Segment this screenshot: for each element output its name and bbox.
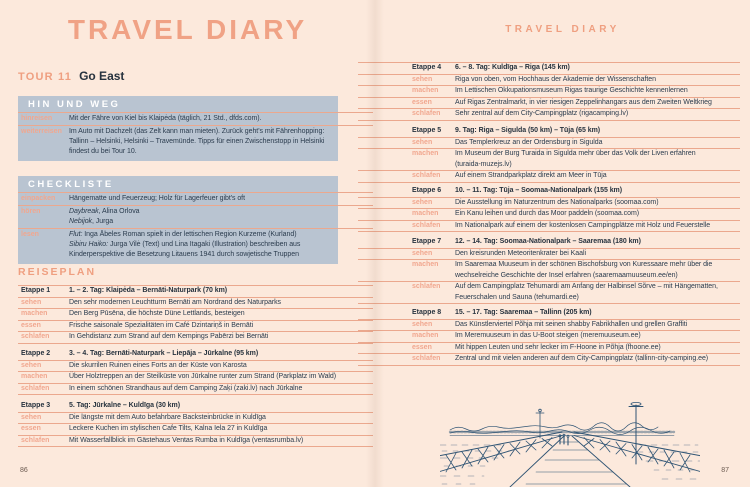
text-line — [455, 138, 602, 149]
table-row — [18, 436, 373, 448]
row-text — [69, 349, 258, 360]
row-text — [455, 149, 696, 170]
text-line — [69, 372, 336, 383]
text-segment: 9. Tag: Riga – Sigulda (50 km) – Tūja (65 km) — [455, 127, 601, 134]
tour-number-label: TOUR 11 — [18, 71, 73, 83]
table-row — [18, 126, 373, 161]
row-label: sehen — [412, 320, 433, 328]
row-label: schlafen — [412, 172, 441, 179]
text-line — [455, 109, 628, 120]
text-segment: Riga von oben, vom Hochhaus der Akademie der Wissenschaften — [455, 75, 656, 83]
table-row — [18, 286, 373, 298]
text-segment: findest du bei Tour 10. — [69, 148, 137, 155]
table-row — [358, 354, 740, 366]
table-row — [358, 109, 740, 121]
text-segment: Die Ausstellung im Naturzentrum des Nationalparks (soomaa.com) — [455, 198, 659, 206]
text-line — [455, 209, 639, 220]
row-text — [69, 413, 266, 424]
text-line — [455, 126, 600, 137]
row-label: schlafen — [412, 221, 441, 229]
text-segment: Auf einem Strandparkplatz direkt am Meer in Tūja — [455, 172, 607, 179]
running-header: TRAVEL DIARY — [505, 24, 620, 35]
table-row — [18, 332, 373, 344]
row-label: machen — [21, 373, 48, 380]
text-segment: Zentral und mit vielen anderen auf dem City-Campingplatz (tallinn-city-camping.ee) — [455, 355, 709, 362]
row-label: essen — [412, 98, 432, 106]
text-line — [69, 309, 245, 320]
text-line — [455, 282, 718, 293]
row-label: sehen — [412, 198, 433, 206]
text-segment: Den sehr modernen Leuchtturm Bernāti am Nordrand des Naturparks — [69, 298, 282, 306]
row-text — [69, 127, 324, 157]
text-line — [69, 436, 303, 447]
text-line — [455, 221, 710, 232]
table-row — [358, 63, 740, 75]
text-segment: 6. – 8. Tag: Kuldīga – Riga (145 km) — [455, 64, 570, 71]
text-line — [69, 361, 247, 372]
row-text — [455, 320, 687, 331]
text-line — [69, 250, 300, 260]
text-segment: Das Künstlerviertel Põhja mit seinen shabby Fabrikhallen und grellen Graffiti — [455, 320, 688, 328]
text-segment: Die längste mit dem Auto befahrbare Backsteinbrücke in Kuldīga — [69, 413, 266, 421]
row-text — [455, 109, 628, 120]
table-row — [358, 149, 740, 171]
text-segment: Mit Wasserfallblick im Gästehaus Ventas Rumba in Kuldīga (ventasrumba.lv) — [69, 436, 304, 444]
page-number-left: 86 — [20, 467, 28, 474]
text-line — [69, 114, 261, 124]
text-segment: Im Lettischen Okkupationsmuseum Rigas traurige Geschichte kennenlernen — [455, 87, 688, 94]
row-label: Etappe 1 — [21, 287, 51, 294]
text-segment: Mit hippen Leuten und sehr lecker im F-Hoone in Põhja (fhoone.ee) — [455, 343, 661, 351]
row-text — [69, 361, 247, 372]
row-text — [69, 321, 253, 332]
row-label: weiterreisen — [21, 128, 62, 135]
text-segment: Ein Kanu leihen und durch das Moor paddeln (soomaa.com) — [455, 210, 640, 217]
table-row — [358, 186, 740, 198]
table-row — [358, 98, 740, 110]
text-segment: Sehr zentral auf dem City-Campingplatz (rigacamping.lv) — [455, 110, 629, 117]
row-text — [455, 237, 641, 248]
text-line — [455, 320, 687, 331]
row-label: sehen — [412, 249, 433, 257]
table-row — [18, 309, 373, 321]
row-label: machen — [412, 210, 439, 217]
table-row — [358, 237, 740, 249]
text-segment: Kinderperspektive die Besetzung Litauens 1941 durch sowjetische Truppen — [69, 251, 299, 258]
text-segment: Frische saisonale Spezialitäten im Café Dzintariņš in Bernāti — [69, 321, 254, 329]
row-label: machen — [412, 150, 439, 157]
section-header: HIN UND WEG — [18, 96, 373, 113]
etappe-block-5 — [358, 126, 740, 183]
row-label: Etappe 6 — [412, 187, 442, 194]
table-row — [358, 209, 740, 221]
row-text — [455, 331, 641, 342]
text-line — [455, 86, 688, 97]
text-line — [455, 331, 641, 342]
row-label: hören — [21, 208, 41, 215]
row-label: machen — [21, 310, 48, 317]
row-label: essen — [21, 321, 41, 329]
row-label: schlafen — [21, 384, 50, 392]
section-header: CHECKLISTE — [18, 176, 373, 193]
text-line — [455, 271, 712, 282]
text-segment: Hängematte und Feuerzeug; Holz für Lagerfeuer gibt's oft — [69, 195, 245, 202]
table-row — [358, 320, 740, 332]
text-line — [455, 308, 592, 319]
text-line — [455, 260, 712, 271]
text-line — [455, 160, 696, 171]
table-row — [18, 193, 373, 206]
row-text — [455, 63, 570, 74]
text-segment: Leckere Kuchen im stylischen Cafe Tilts, Kalna Iela 27 in Kuldīga — [69, 425, 268, 432]
page-number-right: 87 — [721, 467, 729, 474]
row-label: essen — [21, 425, 41, 432]
text-segment: Im Saaremaa Muuseum in der schönen Bischofsburg von Kuressaare mehr über die — [455, 261, 713, 268]
text-segment: Den Berg Pūsēna, die höchste Düne Lettlands, besteigen — [69, 310, 245, 317]
text-line — [455, 198, 659, 209]
text-line — [69, 230, 300, 240]
table-row — [358, 282, 740, 304]
row-label: Etappe 3 — [21, 402, 51, 409]
table-row — [358, 171, 740, 183]
text-segment: (turaida-muzejs.lv) — [455, 160, 512, 168]
row-text — [69, 286, 227, 297]
reiseplan-header: REISEPLAN — [18, 266, 97, 278]
text-line — [455, 237, 641, 248]
text-line — [69, 401, 180, 412]
row-label: Etappe 8 — [412, 309, 442, 316]
etappe-block-6 — [358, 186, 740, 232]
table-row — [358, 308, 740, 320]
row-text — [69, 384, 302, 395]
text-line — [69, 424, 267, 435]
text-segment: wechselreiche Geschichte der Insel erfahren (saaremaamuuseum.ee/en) — [455, 271, 678, 279]
row-label: essen — [412, 343, 432, 351]
text-segment: Im Meremuuseum in das U-Boot steigen (meremuuseum.ee) — [455, 332, 641, 339]
row-text — [69, 194, 245, 204]
row-label: Etappe 5 — [412, 127, 442, 134]
row-label: Etappe 4 — [412, 64, 442, 71]
text-line — [455, 149, 696, 160]
row-text — [455, 138, 602, 149]
text-line — [69, 127, 324, 137]
row-text — [69, 332, 268, 343]
table-row — [18, 424, 373, 436]
etappe-block-8 — [358, 308, 740, 366]
table-row — [18, 361, 373, 373]
text-segment: Über Holztreppen an der Steilküste von Jūrkalne runter zum Strand (Parkplatz im Wald) — [69, 373, 337, 380]
text-segment: Im Auto mit Dachzelt (das Zelt kann man mieten). Zurück geht's mit Fährenhopping: — [69, 128, 325, 135]
etappe-block-7 — [358, 237, 740, 304]
row-text — [455, 186, 622, 197]
table-row — [358, 198, 740, 210]
row-label: Etappe 2 — [21, 350, 51, 357]
row-text — [455, 198, 659, 209]
row-label: schlafen — [412, 110, 441, 117]
row-text — [455, 221, 710, 232]
text-line — [69, 413, 266, 424]
text-line — [455, 249, 586, 260]
table-row — [358, 86, 740, 98]
row-text — [455, 171, 607, 182]
text-line — [69, 349, 258, 360]
row-label: schlafen — [21, 333, 50, 340]
etappe-block-3 — [18, 401, 373, 447]
etappe-block-4 — [358, 62, 740, 121]
text-segment: Feuerschalen und Sauna (tehumardi.ee) — [455, 293, 579, 301]
text-segment: , Jurga — [92, 218, 114, 225]
table-row — [18, 413, 373, 425]
table-row — [18, 206, 373, 229]
row-label: schlafen — [412, 283, 441, 290]
text-line — [455, 186, 622, 197]
text-segment: 1. – 2. Tag: Klaipėda – Bernāti-Naturpark (70 km) — [69, 287, 228, 294]
table-row — [18, 401, 373, 413]
table-row — [358, 126, 740, 138]
text-line — [455, 63, 570, 74]
text-segment: Flut: — [69, 231, 83, 238]
row-text — [455, 209, 639, 220]
text-line — [69, 332, 268, 343]
text-segment: Inga Ābeles Roman spielt in der lettischen Region Kurzeme (Kurland) — [82, 231, 297, 238]
row-text — [455, 308, 592, 319]
row-label: sehen — [412, 138, 433, 146]
text-segment: Auf Rigas Zentralmarkt, in vier riesigen Zeppelinhangars aus dem Zweiten Weltkrieg — [455, 98, 712, 106]
text-line — [69, 207, 140, 217]
text-segment: Tallinn – Helsinki, Helsinki – Travemünde. Tipps für einen Zwischenstopp in Helsinki — [69, 138, 325, 145]
row-text — [69, 401, 180, 412]
row-label: schlafen — [21, 436, 50, 444]
text-line — [455, 98, 712, 109]
row-text — [455, 126, 600, 137]
text-line — [69, 321, 253, 332]
table-row — [358, 260, 740, 282]
row-text — [69, 372, 336, 383]
row-label: lesen — [21, 231, 39, 238]
text-segment: 12. – 14. Tag: Soomaa-Nationalpark – Saaremaa (180 km) — [455, 238, 641, 245]
row-label: machen — [412, 87, 439, 94]
text-line — [69, 217, 140, 227]
text-segment: Im Museum der Burg Turaida in Sigulda mehr über das Volk der Liven erfahren — [455, 150, 696, 157]
row-label: machen — [412, 332, 439, 339]
table-row — [358, 75, 740, 87]
text-segment: In einem schönen Strandhaus auf dem Camping Zaķi (zaki.lv) nach Jūrkalne — [69, 384, 303, 392]
row-text — [69, 424, 267, 435]
pier-illustration — [440, 398, 700, 487]
text-segment: Im Nationalpark auf einem der kostenlosen Campingplätze mit Holz und Feuerstelle — [455, 221, 711, 229]
row-text — [69, 207, 140, 227]
row-text — [455, 75, 656, 86]
text-segment: In Gehdistanz zum Strand auf dem Kempings Pabērzi bei Bernāti — [69, 333, 269, 340]
row-text — [455, 260, 712, 281]
row-text — [69, 114, 261, 124]
text-segment: Jurga Vilė (Text) und Lina Itagaki (Illustration) beschreiben aus — [108, 241, 301, 248]
row-text — [455, 343, 661, 354]
text-segment: 10. – 11. Tag: Tūja – Soomaa-Nationalpark (155 km) — [455, 187, 622, 194]
table-row — [18, 229, 373, 264]
text-segment: Die skurrilen Ruinen eines Forts an der Küste von Karosta — [69, 361, 247, 369]
table-row — [358, 331, 740, 343]
table-row — [358, 138, 740, 150]
row-label: sehen — [21, 413, 42, 421]
table-row — [18, 384, 373, 396]
section-checkliste — [18, 176, 373, 264]
row-text — [69, 230, 300, 260]
text-line — [455, 354, 708, 365]
text-line — [455, 293, 718, 304]
section-hin-und-weg — [18, 96, 373, 161]
table-row — [18, 298, 373, 310]
text-line — [455, 75, 656, 86]
text-segment: Nebijok — [69, 218, 92, 225]
text-line — [69, 240, 300, 250]
row-label: einpacken — [21, 195, 56, 202]
text-line — [69, 286, 227, 297]
row-text — [455, 249, 586, 260]
page-title: TRAVEL DIARY — [67, 14, 308, 45]
row-text — [455, 98, 712, 109]
text-segment: , Alina Orlova — [98, 208, 140, 215]
text-line — [455, 343, 661, 354]
row-text — [455, 354, 708, 365]
table-row — [18, 321, 373, 333]
row-label: hinreisen — [21, 115, 53, 122]
text-line — [69, 137, 324, 147]
row-label: machen — [412, 261, 439, 268]
table-row — [358, 343, 740, 355]
text-line — [69, 384, 302, 395]
etappe-block-2 — [18, 349, 373, 395]
text-segment: Den kreisrunden Meteoritenkrater bei Kaali — [455, 249, 586, 257]
row-label: schlafen — [412, 355, 441, 362]
text-line — [455, 171, 607, 182]
text-segment: 5. Tag: Jūrkalne – Kuldīga (30 km) — [69, 402, 180, 409]
text-line — [69, 298, 281, 309]
tour-line — [18, 67, 124, 85]
row-text — [69, 436, 303, 447]
text-segment: Das Templerkreuz an der Ordensburg in Sigulda — [455, 138, 603, 146]
row-label: sehen — [412, 75, 433, 83]
table-row — [358, 221, 740, 233]
text-segment: Sibiru Haiko: — [69, 241, 109, 248]
text-segment: 3. – 4. Tag: Bernāti-Naturpark – Liepāja – Jūrkalne (95 km) — [69, 350, 259, 357]
table-row — [18, 372, 373, 384]
text-line — [69, 194, 245, 204]
right-page — [375, 0, 750, 487]
row-text — [455, 282, 718, 303]
text-segment: Auf dem Campingplatz Tehumardi am Anfang der Halbinsel Sõrve – mit Hängematten, — [455, 283, 718, 290]
text-segment: Daybreak — [69, 208, 99, 215]
text-segment: 15. – 17. Tag: Saaremaa – Tallinn (205 km) — [455, 309, 592, 316]
table-row — [358, 249, 740, 261]
row-label: sehen — [21, 361, 42, 369]
text-line — [69, 147, 324, 157]
row-label: Etappe 7 — [412, 238, 442, 245]
tour-name: Go East — [79, 69, 125, 83]
row-label: sehen — [21, 298, 42, 306]
table-row — [18, 113, 373, 126]
row-text — [455, 86, 688, 97]
row-text — [69, 309, 245, 320]
etappe-block-1 — [18, 285, 373, 344]
row-text — [69, 298, 281, 309]
text-segment: Mit der Fähre von Kiel bis Klaipėda (täglich, 21 Std., dfds.com). — [69, 115, 262, 122]
table-row — [18, 349, 373, 361]
